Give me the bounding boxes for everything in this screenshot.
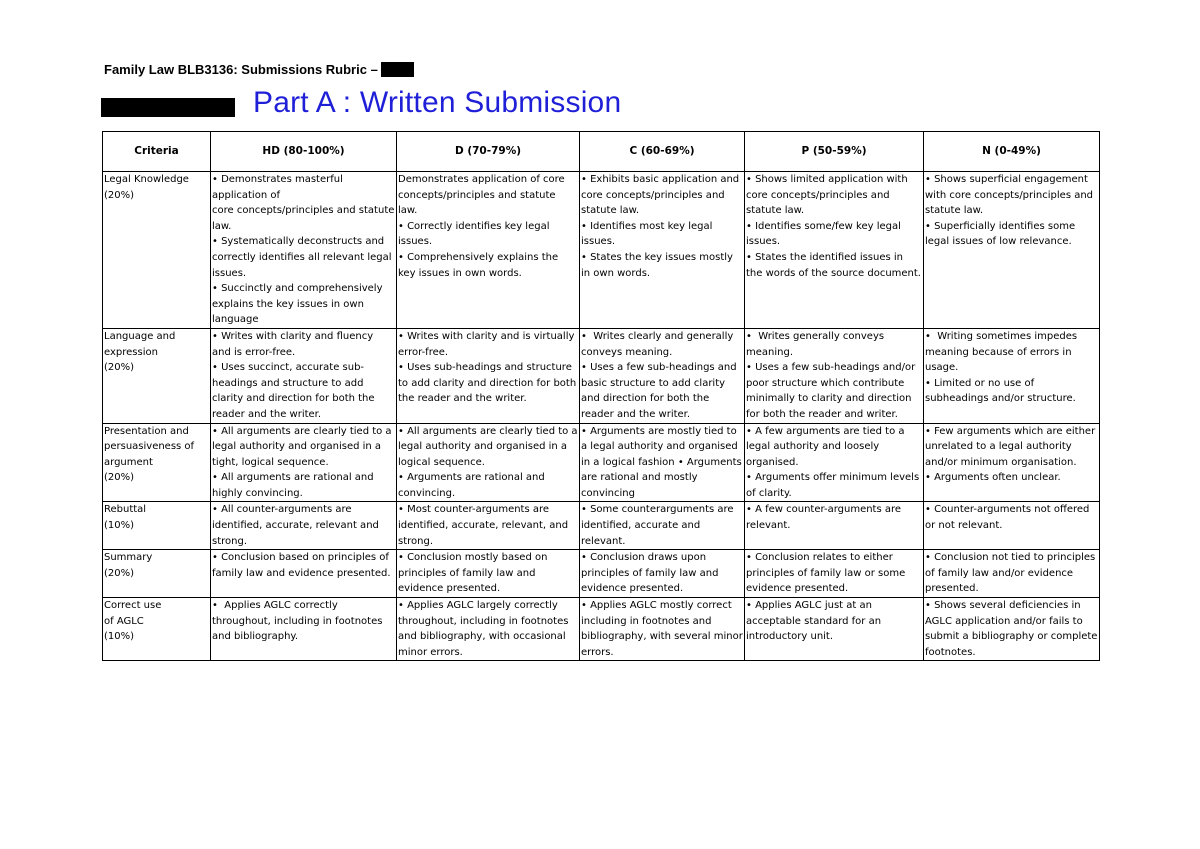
criteria-cell: Correct use of AGLC (10%): [103, 598, 211, 661]
c-cell: • Some counterarguments are identified, accurate and relevant.: [580, 502, 745, 550]
part-title: Part A : Written Submission: [253, 86, 622, 119]
criteria-cell: Legal Knowledge (20%): [103, 172, 211, 329]
criteria-cell: Summary (20%): [103, 550, 211, 598]
p-cell: • A few counter-arguments are relevant.: [745, 502, 924, 550]
column-header-c: C (60-69%): [580, 132, 745, 172]
n-cell: • Few arguments which are either unrelated to a legal authority and/or minimum organisation. • Arguments often unclear.: [924, 423, 1100, 502]
p-cell: • Conclusion relates to either principles of family law or some evidence presented.: [745, 550, 924, 598]
column-header-criteria: Criteria: [103, 132, 211, 172]
table-row: [103, 423, 1100, 502]
p-cell: • Writes generally conveys meaning. • Uses a few sub-headings and/or poor structure which contribute minimally to clarity and direction for both the reader and writer.: [745, 328, 924, 423]
c-cell: • Applies AGLC mostly correct including in footnotes and bibliography, with several minor errors.: [580, 598, 745, 661]
c-cell: • Exhibits basic application and core concepts/principles and statute law. • Identifies most key legal issues. • States the key issues mostly in own words.: [580, 172, 745, 329]
d-cell: • Writes with clarity and is virtually error-free. • Uses sub-headings and structure to add clarity and direction for both the reader and the writer.: [397, 328, 580, 423]
d-cell: Demonstrates application of core concepts/principles and statute law. • Correctly identifies key legal issues. • Comprehensively explains the key issues in own words.: [397, 172, 580, 329]
column-header-p: P (50-59%): [745, 132, 924, 172]
criteria-cell: Presentation and persuasiveness of argument (20%): [103, 423, 211, 502]
criteria-cell: Language and expression (20%): [103, 328, 211, 423]
redaction-block: [101, 98, 235, 117]
course-line: Family Law BLB3136: Submissions Rubric –: [104, 62, 378, 77]
table-row: [103, 598, 1100, 661]
p-cell: • Applies AGLC just at an acceptable standard for an introductory unit.: [745, 598, 924, 661]
criteria-cell: Rebuttal (10%): [103, 502, 211, 550]
d-cell: • Conclusion mostly based on principles of family law and evidence presented.: [397, 550, 580, 598]
redaction-block: [381, 62, 414, 77]
c-cell: • Arguments are mostly tied to a legal authority and organised in a logical fashion • Arguments are rational and mostly convincing: [580, 423, 745, 502]
d-cell: • Applies AGLC largely correctly throughout, including in footnotes and bibliography, with occasional minor errors.: [397, 598, 580, 661]
d-cell: • All arguments are clearly tied to a legal authority and organised in a logical sequence. • Arguments are rational and convincing.: [397, 423, 580, 502]
hd-cell: • Applies AGLC correctly throughout, including in footnotes and bibliography.: [211, 598, 397, 661]
table-row: [103, 502, 1100, 550]
table-row: [103, 172, 1100, 329]
p-cell: • A few arguments are tied to a legal authority and loosely organised. • Arguments offer minimum levels of clarity.: [745, 423, 924, 502]
n-cell: • Writing sometimes impedes meaning because of errors in usage. • Limited or no use of subheadings and/or structure.: [924, 328, 1100, 423]
table-row: [103, 550, 1100, 598]
c-cell: • Writes clearly and generally conveys meaning. • Uses a few sub-headings and basic structure to add clarity and direction for both the reader and the writer.: [580, 328, 745, 423]
header-row: [103, 132, 1100, 172]
hd-cell: • Writes with clarity and fluency and is error-free. • Uses succinct, accurate sub-headings and structure to add clarity and direction for both the reader and the writer.: [211, 328, 397, 423]
n-cell: • Shows several deficiencies in AGLC application and/or fails to submit a bibliography or complete footnotes.: [924, 598, 1100, 661]
table-row: [103, 328, 1100, 423]
hd-cell: • Conclusion based on principles of family law and evidence presented.: [211, 550, 397, 598]
c-cell: • Conclusion draws upon principles of family law and evidence presented.: [580, 550, 745, 598]
n-cell: • Conclusion not tied to principles of family law and/or evidence presented.: [924, 550, 1100, 598]
column-header-hd: HD (80-100%): [211, 132, 397, 172]
n-cell: • Counter-arguments not offered or not relevant.: [924, 502, 1100, 550]
n-cell: • Shows superficial engagement with core concepts/principles and statute law. • Superficially identifies some legal issues of low relevance.: [924, 172, 1100, 329]
hd-cell: • All counter-arguments are identified, accurate, relevant and strong.: [211, 502, 397, 550]
rubric-table: [102, 131, 1100, 661]
title-row: [101, 86, 621, 120]
column-header-n: N (0-49%): [924, 132, 1100, 172]
column-header-d: D (70-79%): [397, 132, 580, 172]
hd-cell: • Demonstrates masterful application of core concepts/principles and statute law. • Systematically deconstructs and correctly identifies all relevant legal issues. • Succinctly and comprehensively explains the key issues in own language: [211, 172, 397, 329]
p-cell: • Shows limited application with core concepts/principles and statute law. • Identifies some/few key legal issues. • States the identified issues in the words of the source document.: [745, 172, 924, 329]
document-header: [104, 62, 414, 77]
d-cell: • Most counter-arguments are identified, accurate, relevant, and strong.: [397, 502, 580, 550]
hd-cell: • All arguments are clearly tied to a legal authority and organised in a tight, logical sequence. • All arguments are rational and highly convincing.: [211, 423, 397, 502]
